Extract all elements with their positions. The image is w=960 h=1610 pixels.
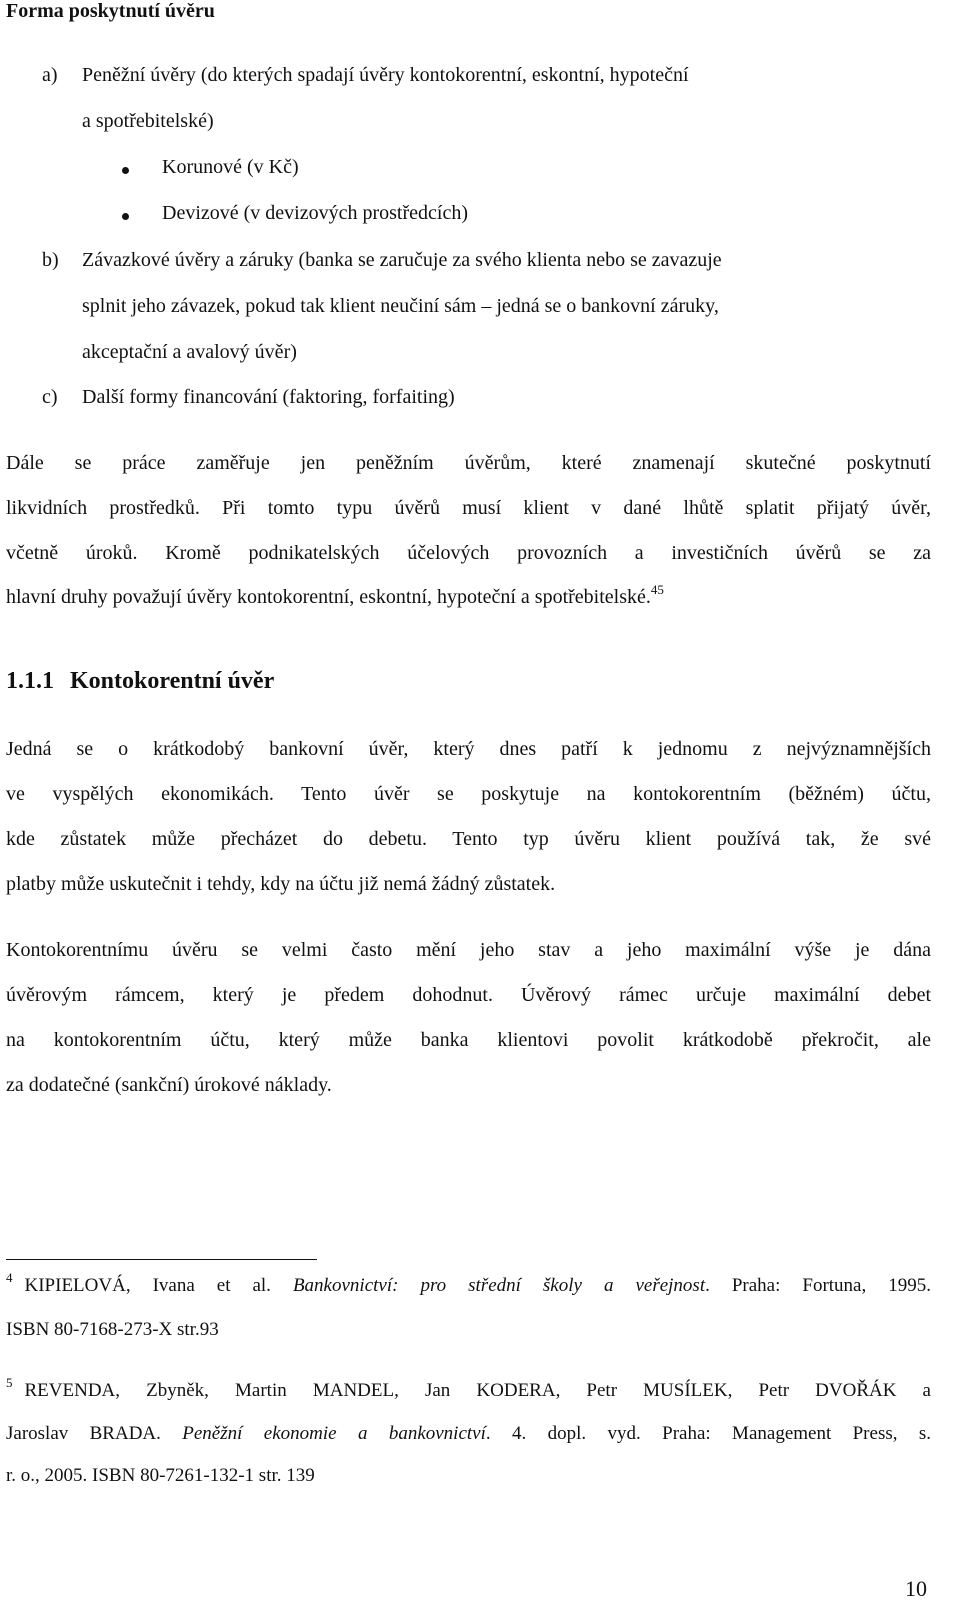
paragraph-2-line-1: Jedná se o krátkodobý bankovní úvěr, který dnes patří k jednomu z nejvýznamnějších (6, 738, 931, 760)
list-item-a-line1: Peněžní úvěry (do kterých spadají úvěry kontokorentní, eskontní, hypoteční (82, 64, 689, 86)
footnote-5-book-title: Peněžní ekonomie a bankovnictví (182, 1423, 486, 1444)
bullet-icon (122, 167, 129, 174)
paragraph-1-line-2: likvidních prostředků. Při tomto typu úvěrů musí klient v dané lhůtě splatit přijatý úvěr, (6, 497, 931, 519)
footnote-4-book-title: Bankovnictví: pro střední školy a veřejnost (292, 1275, 706, 1296)
page-number: 10 (905, 1576, 927, 1601)
section-title: Kontokorentní úvěr (70, 668, 275, 694)
list-letter-c: c) (42, 386, 58, 408)
list-letter-a: a) (42, 64, 58, 86)
footnote-5-publisher: . 4. dopl. vyd. Praha: Management Press, s. (485, 1423, 931, 1444)
footnote-5-number: 5 (6, 1375, 13, 1390)
footnote-4-authors: KIPIELOVÁ, Ivana et al. (24, 1275, 293, 1296)
footnote-4-number: 4 (6, 1270, 13, 1285)
footnote-4-line-2: ISBN 80-7168-273-X str.93 (6, 1319, 219, 1340)
paragraph-1-line-1: Dále se práce zaměřuje jen peněžním úvěrům, které znamenají skutečné poskytnutí (6, 452, 931, 474)
page-heading: Forma poskytnutí úvěru (6, 0, 215, 22)
bullet-item-korunove: Korunové (v Kč) (162, 156, 299, 178)
section-heading (6, 668, 274, 695)
paragraph-3-line-2: úvěrovým rámcem, který je předem dohodnut. Úvěrový rámec určuje maximální debet (6, 984, 931, 1006)
list-item-b-line1: Závazkové úvěry a záruky (banka se zaručuje za svého klienta nebo se zavazuje (82, 249, 722, 271)
section-number: 1.1.1 (6, 668, 54, 694)
footnote-4-publisher: . Praha: Fortuna, 1995. (705, 1275, 931, 1296)
footnote-5-line-3: r. o., 2005. ISBN 80-7261-132-1 str. 139 (6, 1465, 315, 1486)
footnote-5-line-1 (6, 1375, 931, 1402)
paragraph-3-line-4: za dodatečné (sankční) úrokové náklady. (6, 1074, 332, 1096)
bullet-icon (122, 213, 129, 220)
footnote-4-line-1 (6, 1270, 931, 1297)
paragraph-2-line-2: ve vyspělých ekonomikách. Tento úvěr se poskytuje na kontokorentním (běžném) účtu, (6, 783, 931, 805)
paragraph-1-line-3: včetně úroků. Kromě podnikatelských účelových provozních a investičních úvěrů se za (6, 542, 931, 564)
footnote-5-line-2 (6, 1423, 931, 1445)
paragraph-1-line-4 (6, 582, 664, 609)
list-item-a-line2: a spotřebitelské) (82, 110, 214, 132)
list-item-b-line2: splnit jeho závazek, pokud tak klient neučiní sám – jedná se o bankovní záruky, (82, 295, 719, 317)
list-item-b-line3: akceptační a avalový úvěr) (82, 341, 297, 363)
footnote-5-author-cont: Jaroslav BRADA. (6, 1423, 183, 1444)
paragraph-1-line-4-text: hlavní druhy považují úvěry kontokorentní, eskontní, hypoteční a spotřebitelské. (6, 586, 651, 608)
footnote-5-authors: REVENDA, Zbyněk, Martin MANDEL, Jan KODERA, Petr MUSÍLEK, Petr DVOŘÁK a (24, 1380, 931, 1401)
bullet-item-devizove: Devizové (v devizových prostředcích) (162, 202, 468, 224)
footnote-ref-45: 45 (650, 582, 664, 597)
paragraph-3-line-1: Kontokorentnímu úvěru se velmi často mění jeho stav a jeho maximální výše je dána (6, 939, 931, 961)
paragraph-3-line-3: na kontokorentním účtu, který může banka klientovi povolit krátkodobě překročit, ale (6, 1029, 931, 1051)
footnote-separator (6, 1259, 317, 1260)
paragraph-2-line-3: kde zůstatek může přecházet do debetu. Tento typ úvěru klient používá tak, že své (6, 828, 931, 850)
list-item-c-line1: Další formy financování (faktoring, forfaiting) (82, 386, 455, 408)
paragraph-2-line-4: platby může uskutečnit i tehdy, kdy na účtu již nemá žádný zůstatek. (6, 873, 556, 895)
list-letter-b: b) (42, 249, 59, 271)
